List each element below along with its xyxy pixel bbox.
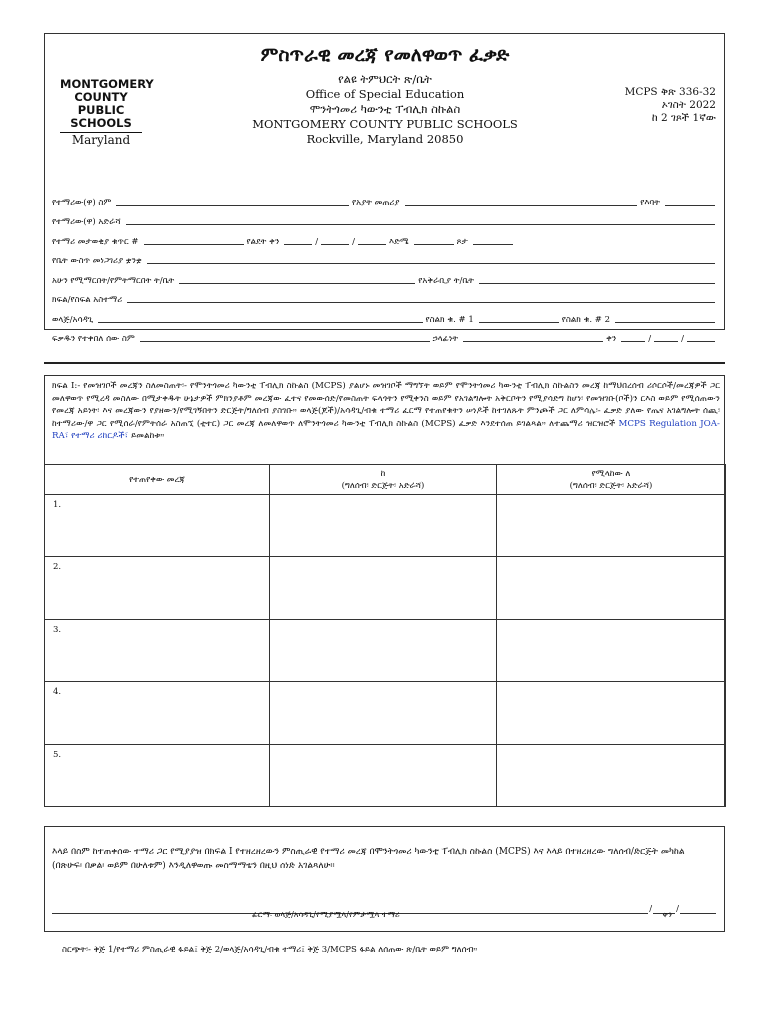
from-cell[interactable]	[270, 557, 497, 619]
student-address-label: የተማሪው(ዋ) አድራሻ	[52, 217, 121, 227]
col-from	[270, 465, 497, 495]
age-label: የእባት	[640, 197, 660, 208]
header-line: የልዩ ትምህርት ጽ/ቤት	[338, 72, 432, 86]
col-from-sub: (ግለሰብ፡ ድርጅት፡ አድራሻ)	[341, 480, 425, 491]
form-number-line: ኦገስት 2022	[661, 99, 716, 111]
requested-info-cell[interactable]	[45, 744, 270, 806]
from-cell[interactable]	[270, 744, 497, 806]
home-school-label: የአቅራቢያ ት/ቤት	[418, 275, 474, 286]
to-cell[interactable]	[497, 682, 726, 744]
form-title: ምስጥራዊ መረጃ የመለዋወጥ ፈቃድ	[260, 44, 510, 66]
logo-line: SCHOOLS	[70, 116, 132, 130]
current-school-field[interactable]	[179, 283, 415, 284]
section-divider	[44, 362, 725, 364]
age-field[interactable]	[665, 205, 715, 206]
to-cell[interactable]	[497, 557, 726, 619]
consent-person-field[interactable]	[140, 341, 430, 342]
part1-instructions	[52, 380, 720, 443]
parent-field[interactable]	[98, 322, 422, 323]
table-row	[45, 495, 726, 557]
to-cell[interactable]	[497, 495, 726, 557]
field-row: ፍቃዱን የተቀበለ ሰው ስም ኃላፊነት ቀን / /	[52, 325, 718, 345]
col-requested-info: የተጠየቀው መረጃ	[45, 465, 270, 495]
mcps-logo	[60, 77, 154, 147]
row-number: 4.	[53, 687, 62, 698]
office-label: ክፍል/የስፍል አስተማሪ	[52, 295, 123, 305]
previous-name-field[interactable]	[405, 205, 638, 206]
phone1-field[interactable]	[479, 322, 559, 323]
field-row	[52, 188, 718, 208]
birth-date-label: የልደት ቀን	[246, 236, 280, 247]
requested-info-cell[interactable]	[45, 682, 270, 744]
col-to-sub: (ግለሰብ፡ ድርጅት፡ አድራሻ)	[569, 480, 653, 491]
form-number-line: MCPS ቅጽ 336-32	[624, 86, 716, 98]
certification-text: እላይ በስም ከተጠቀሰው ተማሪ ጋር የሚያያዝ በክፍል I የተዘረዘረውን ምስጢራዊ የተማሪ መረጃ በሞንትጎመሪ ካውንቲ ፐብሊክ ስኩልስ (MCPS) እና እላይ በተዘረዘረው ግለሰብ/ድርጅት መካከል (በጽሁፍ፡ በቃል፡ ወይም በሁለቱም) እንዲለዋወጡ መስማማቴን በዚህ ሰነድ አገልጻለሁ።	[52, 847, 685, 871]
regulation-link[interactable]: MCPS Regulation JOA-RA፣ የተማሪ ሪከርዶች፣	[52, 418, 720, 442]
home-language-label: የቤት ውስጥ መነጋገሪያ ቋንቋ	[52, 256, 142, 266]
logo-line: PUBLIC	[77, 103, 125, 117]
student-name-label: የተማሪው(ዋ) ስም	[52, 197, 112, 208]
office-field[interactable]	[127, 302, 715, 303]
phone2-field[interactable]	[615, 322, 715, 323]
from-cell[interactable]	[270, 495, 497, 557]
student-address-field[interactable]	[126, 224, 715, 225]
student-info-fields	[52, 188, 718, 344]
table-header-row	[45, 465, 726, 495]
field-row	[52, 247, 718, 267]
table-row	[45, 682, 726, 744]
col-from-title: ከ	[380, 468, 386, 479]
logo-line: MONTGOMERY	[60, 77, 154, 91]
part1-tail: ይመልከቱ።	[130, 431, 165, 442]
position-label: ኃላፊነት	[432, 334, 459, 344]
part1-text: ክፍል I:- የመዝገቦች መረጃን ስለመስጠት፡- የሞንትጎመሪ ካውንቲ ፐብሊክ ስኩልስ (MCPS) ያልሆኑ መዝገቦች ማግኘት ወይም የሞንትጎመሪ ካውንቲ ፐብሊክ ስኩልስን መረጃ ከማህበረሰብ ሪሶርሶች/መረጃዎች ጋር መለዋወጥ የሚረዳ መስለው በሚታቀዱት ሁኔታዎች ምክንያቶም መረጃው ፈተና የመውሰድ/የመስጠት ፍላጎትን የሚቀንስ ወይም የአገልግሎት አቅርቦትን የሚያሳድግ ከሆነ፡ የመዝገቡ(ቦች)ን ርእስ ወይም የሚሰጠውን የመረጃ አይነት፡ እና መረጃውን የያዘውን/የሚገኝበትን ድርጅት/ግለሰብ ያስገቡ። ወላጅ(ጆች)/አሳዳጊ/ብቁ ተማሪ ፈርማ የተጠየቁትን ሠነዶች ከተገለጹት ምንጮች ጋር ለምሳሌ፡- ፈቃድ ያለው የጤና አገልግሎት ሰጪ፡ ከተማሪው/ዋ ጋር የሚሰራ/የምትሰራ አስጠኚ (ቲተር) ጋር መረጃ ለመለዋወጥ ለሞንትጎመሪ ካውንቲ ፐብሊክ ስኩልስ (MCPS) ፈቃድ እንደተሰጠ ይገልጻል። ለተጨማሪ ዝርዝሮች	[52, 381, 720, 429]
from-cell[interactable]	[270, 682, 497, 744]
requested-info-cell[interactable]	[45, 557, 270, 619]
field-row	[52, 266, 718, 286]
requested-info-cell[interactable]	[45, 495, 270, 557]
table-row	[45, 619, 726, 681]
information-exchange-table	[44, 464, 726, 807]
student-id-field[interactable]	[144, 244, 244, 245]
signature-month-field[interactable]	[626, 913, 648, 914]
grade-field[interactable]	[414, 244, 454, 245]
birth-month-field[interactable]	[284, 244, 312, 245]
table-row	[45, 557, 726, 619]
student-name-field[interactable]	[116, 205, 349, 206]
date-year-field[interactable]	[687, 341, 715, 342]
birth-year-field[interactable]	[358, 244, 386, 245]
requested-info-cell[interactable]	[45, 619, 270, 681]
current-school-label: አሁን የሚማርበት/የምትማርበት ት/ቤት	[52, 275, 175, 286]
date-label: ቀን	[606, 334, 617, 344]
distribution-note: ስርጭት፡- ቅጅ 1/የተማሪ ምስጢራዊ ፋይል፤ ቅጅ 2/ወላጅ/አሳዳጊ/ብቁ ተማሪ፤ ቅጅ 3/MCPS ፋይል ለሰጠው ጽ/ቤት ወይም ግለሰብ።	[62, 945, 478, 955]
gender-label: ጾታ	[456, 236, 468, 247]
form-number	[560, 86, 716, 125]
office-header	[200, 72, 570, 147]
table-row	[45, 744, 726, 806]
row-number: 5.	[53, 749, 62, 760]
signature-line: / /	[52, 904, 716, 914]
phone2-label: የስልክ ቁ. # 2	[561, 314, 610, 325]
header-line: Office of Special Education	[305, 87, 465, 101]
date-month-field[interactable]	[621, 341, 645, 342]
to-cell[interactable]	[497, 619, 726, 681]
col-to	[497, 465, 726, 495]
row-number: 1.	[53, 500, 62, 510]
position-field[interactable]	[463, 341, 603, 342]
signature-year-field[interactable]	[680, 913, 716, 914]
logo-line: COUNTY	[74, 90, 128, 104]
col-to-title: የሚላከው ለ	[591, 468, 631, 479]
home-school-field[interactable]	[479, 283, 715, 284]
field-row	[52, 208, 718, 228]
previous-name-label: የአያት መጠሪያ	[351, 197, 400, 208]
header-line: ሞንትጎመሪ ካውንቲ ፐብሊክ ስኩልስ	[309, 102, 461, 116]
date-day-field[interactable]	[654, 341, 678, 342]
logo-state: Maryland	[60, 132, 142, 147]
birth-day-field[interactable]	[321, 244, 349, 245]
row-number: 3.	[53, 624, 62, 635]
from-cell[interactable]	[270, 619, 497, 681]
field-row	[52, 305, 718, 325]
header-line: Rockville, Maryland 20850	[306, 132, 464, 146]
to-cell[interactable]	[497, 744, 726, 806]
grade-label: እድሜ	[389, 236, 409, 247]
consent-person-label: ፍቃዱን የተቀበለ ሰው ስም	[52, 334, 135, 344]
form-number-line: ከ 2 ገጾች 1ኛው	[651, 112, 716, 124]
student-id-label: የተማሪ መታወቂያ ቁጥር #	[52, 236, 139, 247]
date-caption: ቀን	[662, 910, 672, 919]
gender-field[interactable]	[473, 244, 513, 245]
signature-caption: ፊርማ፡ ወላጅ/አሳዳጊ/የሚያሟላ/የምታሟላ ተማሪ	[252, 910, 400, 919]
header-line: MONTGOMERY COUNTY PUBLIC SCHOOLS	[252, 117, 518, 131]
phone1-label: የስልክ ቁ. # 1	[425, 314, 474, 325]
home-language-field[interactable]	[147, 263, 715, 264]
parent-label: ወላጅ/አሳዳጊ	[52, 314, 94, 325]
field-row: የተማሪ መታወቂያ ቁጥር # የልደት ቀን / / እድሜ ጾታ	[52, 227, 718, 247]
row-number: 2.	[53, 562, 62, 573]
field-row	[52, 286, 718, 306]
